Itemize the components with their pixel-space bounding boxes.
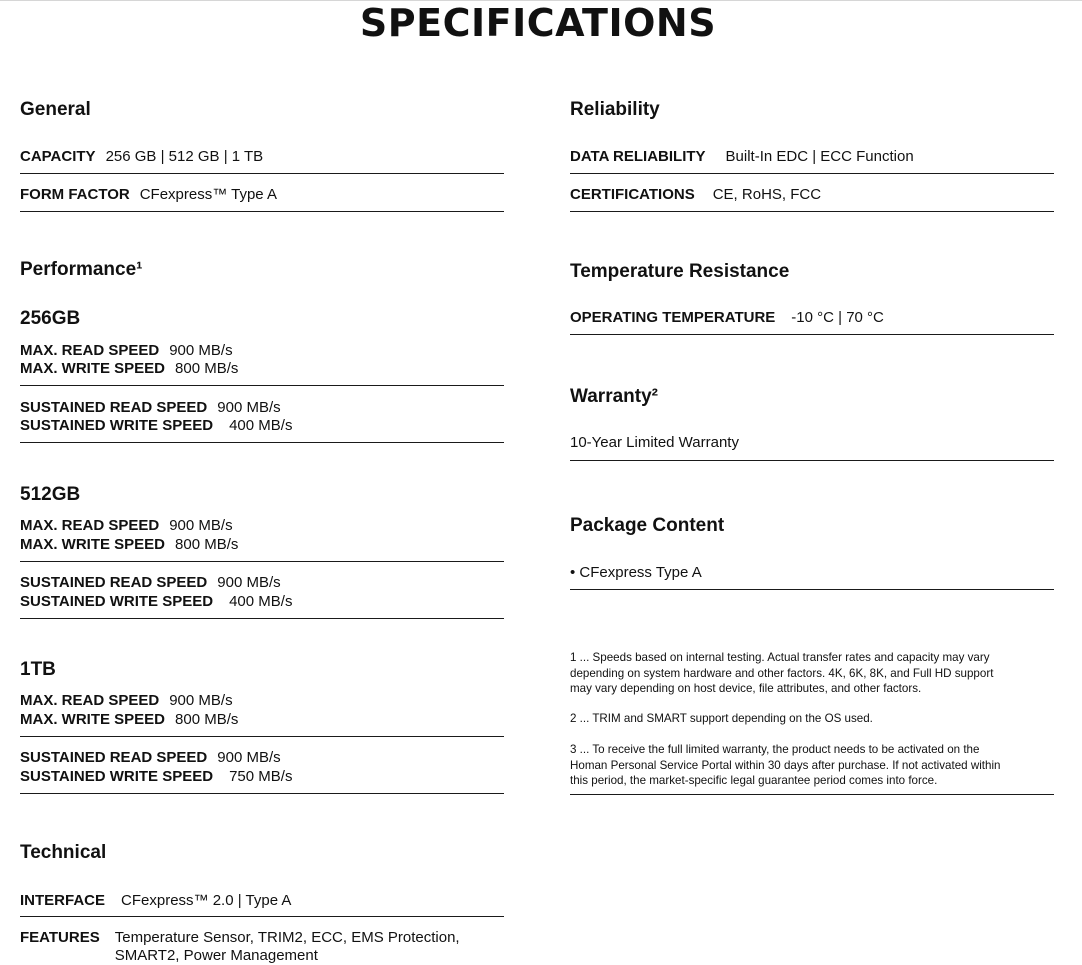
footnote-2: 2 ... TRIM and SMART support depending on the OS used. <box>570 712 873 725</box>
footnote-line: depending on system hardware and other factors. 4K, 6K, 8K, and Full HD support <box>570 666 994 680</box>
divider <box>20 442 504 443</box>
footnote-3 <box>570 742 1054 789</box>
max-write-value: 800 MB/s <box>175 360 239 377</box>
operating-temperature-row <box>570 308 1054 327</box>
performance-heading: Performance¹ <box>20 259 143 280</box>
footnote-line: this period, the market-specific legal guarantee period comes into force. <box>570 774 938 787</box>
sustained-read-row <box>20 573 504 592</box>
form-factor-label: FORM FACTOR <box>20 186 130 203</box>
certifications-label: CERTIFICATIONS <box>570 186 695 203</box>
model-512gb-heading: 512GB <box>20 484 81 505</box>
features-line: Temperature Sensor, TRIM2, ECC, EMS Protection, <box>114 929 460 946</box>
divider <box>20 618 504 619</box>
sustained-write-value: 400 MB/s <box>229 593 293 610</box>
footnote-1 <box>570 650 1054 697</box>
features-row <box>20 929 504 965</box>
warranty-heading: Warranty² <box>570 386 658 407</box>
general-heading: General <box>20 99 91 120</box>
sustained-write-row <box>20 592 504 611</box>
footnote-line: Homan Personal Service Portal within 30 days after purchase. If not activated within <box>570 758 1001 772</box>
form-factor-value: CFexpress™ Type A <box>139 186 277 203</box>
max-read-row <box>20 516 504 535</box>
form-factor-row <box>20 185 504 204</box>
max-read-label: MAX. READ SPEED <box>20 692 160 709</box>
max-write-value: 800 MB/s <box>175 536 239 553</box>
max-write-value: 800 MB/s <box>175 711 239 728</box>
features-label: FEATURES <box>20 929 100 946</box>
max-read-value: 900 MB/s <box>169 517 233 534</box>
sustained-read-label: SUSTAINED READ SPEED <box>20 749 208 766</box>
max-write-label: MAX. WRITE SPEED <box>20 536 166 553</box>
capacity-label: CAPACITY <box>20 148 96 165</box>
sustained-read-value: 900 MB/s <box>217 749 281 766</box>
warranty-text: 10-Year Limited Warranty <box>570 434 739 451</box>
model-256gb-heading: 256GB <box>20 308 81 329</box>
interface-value: CFexpress™ 2.0 | Type A <box>121 892 292 909</box>
divider <box>570 211 1054 212</box>
sustained-read-label: SUSTAINED READ SPEED <box>20 574 208 591</box>
data-reliability-row <box>570 147 1054 166</box>
divider <box>570 173 1054 174</box>
sustained-write-label: SUSTAINED WRITE SPEED <box>20 768 214 785</box>
sustained-read-label: SUSTAINED READ SPEED <box>20 399 208 416</box>
footnote-line: may vary depending on host device, file attributes, and other factors. <box>570 682 922 695</box>
page-title: SPECIFICATIONS <box>359 1 717 45</box>
operating-temperature-value: -10 °C | 70 °C <box>791 309 884 326</box>
max-read-label: MAX. READ SPEED <box>20 517 160 534</box>
sustained-read-value: 900 MB/s <box>217 574 281 591</box>
sustained-write-row <box>20 416 504 435</box>
sustained-write-label: SUSTAINED WRITE SPEED <box>20 593 214 610</box>
package-content-heading: Package Content <box>570 515 725 536</box>
sustained-read-row <box>20 748 504 767</box>
footnote-line: 1 ... Speeds based on internal testing. Actual transfer rates and capacity may vary <box>570 651 990 664</box>
divider <box>20 385 504 386</box>
temperature-heading: Temperature Resistance <box>570 261 790 282</box>
interface-label: INTERFACE <box>20 892 106 909</box>
max-read-value: 900 MB/s <box>169 692 233 709</box>
reliability-heading: Reliability <box>570 99 660 120</box>
divider <box>20 793 504 794</box>
technical-heading: Technical <box>20 842 107 863</box>
max-write-row <box>20 359 504 378</box>
divider <box>570 794 1054 795</box>
operating-temperature-label: OPERATING TEMPERATURE <box>570 309 776 326</box>
certifications-value: CE, RoHS, FCC <box>712 186 822 203</box>
features-line: SMART2, Power Management <box>114 947 318 964</box>
max-write-row <box>20 710 504 729</box>
capacity-row <box>20 147 504 166</box>
model-1tb-heading: 1TB <box>20 659 56 680</box>
sustained-write-row <box>20 767 504 786</box>
data-reliability-value: Built-In EDC | ECC Function <box>725 148 914 165</box>
max-read-value: 900 MB/s <box>169 342 233 359</box>
max-write-label: MAX. WRITE SPEED <box>20 711 166 728</box>
certifications-row <box>570 185 1054 204</box>
footnote-line: 3 ... To receive the full limited warranty, the product needs to be activated on the <box>570 743 980 756</box>
divider <box>20 173 504 174</box>
divider <box>570 460 1054 461</box>
features-value <box>115 929 460 965</box>
max-read-row <box>20 341 504 360</box>
max-read-row <box>20 691 504 710</box>
interface-row <box>20 891 504 910</box>
capacity-value: 256 GB | 512 GB | 1 TB <box>105 148 264 165</box>
divider <box>570 589 1054 590</box>
divider <box>20 916 504 917</box>
divider <box>570 334 1054 335</box>
sustained-write-value: 400 MB/s <box>229 417 293 434</box>
max-write-label: MAX. WRITE SPEED <box>20 360 166 377</box>
data-reliability-label: DATA RELIABILITY <box>570 148 706 165</box>
sustained-read-value: 900 MB/s <box>217 399 281 416</box>
sustained-read-row <box>20 398 504 417</box>
package-item: • CFexpress Type A <box>570 564 702 581</box>
divider <box>20 561 504 562</box>
sustained-write-label: SUSTAINED WRITE SPEED <box>20 417 214 434</box>
max-read-label: MAX. READ SPEED <box>20 342 160 359</box>
max-write-row <box>20 535 504 554</box>
divider <box>20 736 504 737</box>
divider <box>20 211 504 212</box>
sustained-write-value: 750 MB/s <box>229 768 293 785</box>
